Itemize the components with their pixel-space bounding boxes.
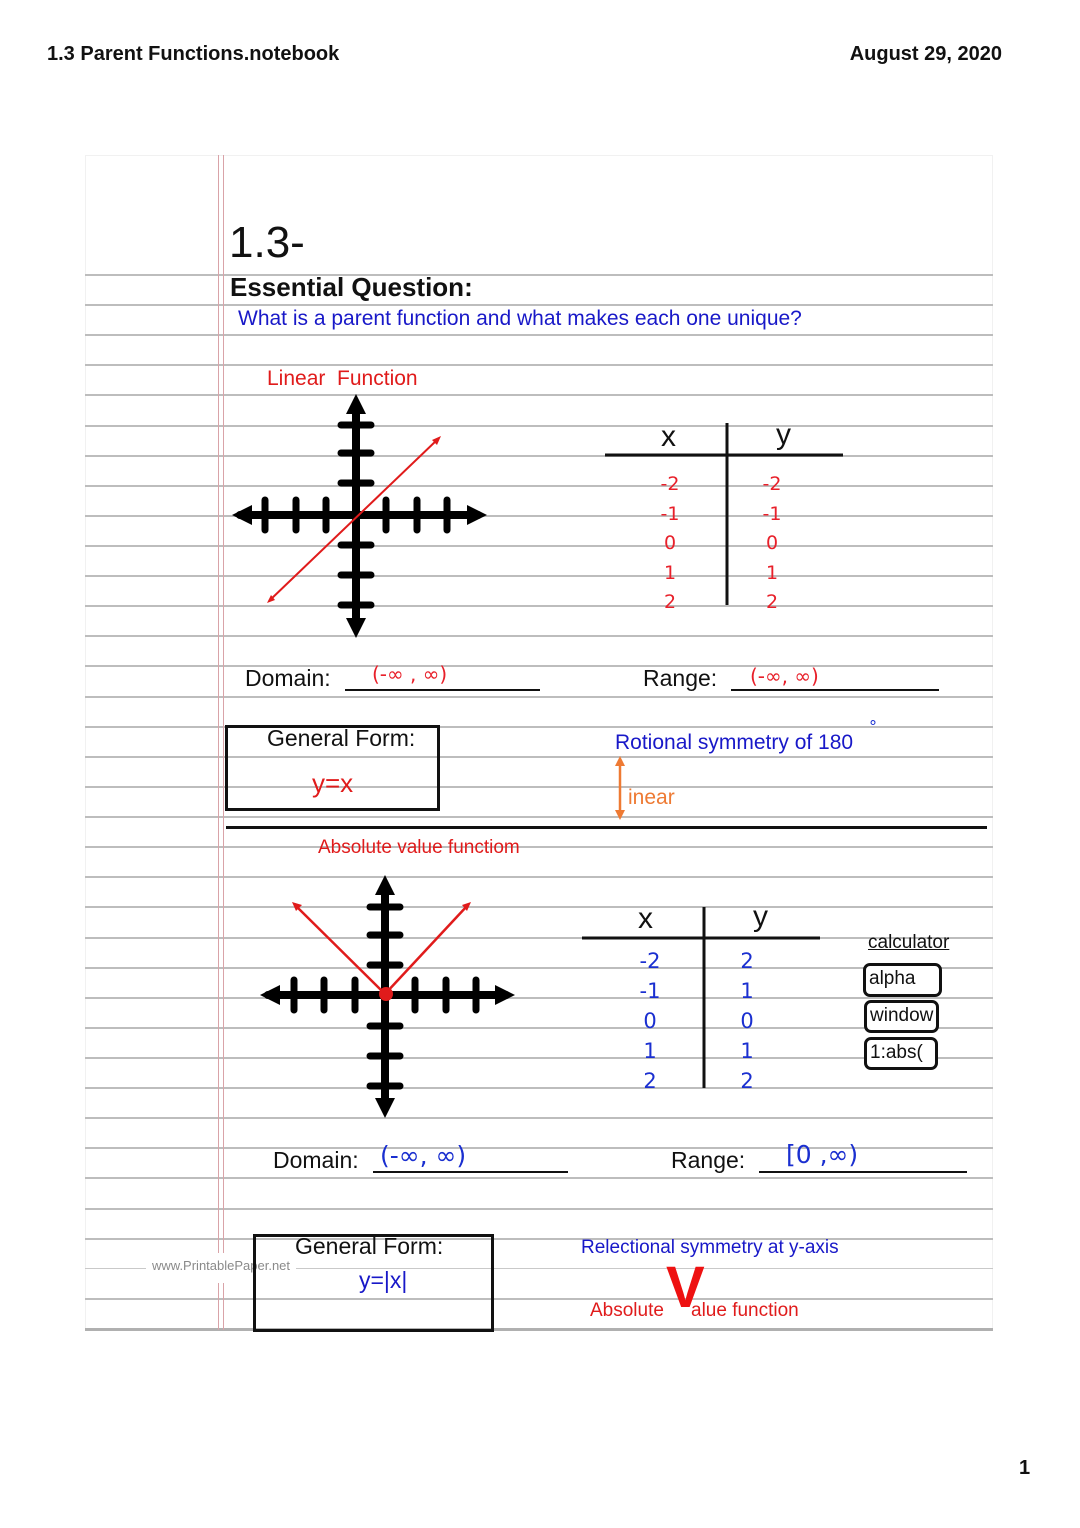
essential-question-label: Essential Question: bbox=[230, 272, 473, 302]
linear-general-form-label: General Form: bbox=[267, 725, 416, 751]
absolute-mnemonic-prefix: Absolute bbox=[590, 1300, 670, 1321]
table-cell: 0 bbox=[740, 1009, 754, 1033]
linear-range-label: Range: bbox=[643, 665, 718, 691]
calculator-key-alpha: alpha bbox=[863, 963, 942, 997]
absolute-symmetry-note: Relectional symmetry at y-axis bbox=[581, 1237, 839, 1258]
table-cell: 0 bbox=[765, 532, 779, 554]
calculator-key-window: window bbox=[864, 1000, 939, 1033]
linear-table-header-x: x bbox=[661, 420, 676, 453]
calculator-label: calculator bbox=[868, 932, 950, 953]
absolute-general-form-label: General Form: bbox=[295, 1233, 444, 1259]
essential-question: What is a parent function and what makes each one unique? bbox=[238, 307, 802, 330]
table-cell: 2 bbox=[643, 1069, 657, 1093]
table-cell: 1 bbox=[765, 561, 779, 584]
absolute-domain-value: (-∞, ∞) bbox=[380, 1141, 467, 1170]
lesson-number: 1.3- bbox=[229, 218, 305, 267]
calculator-key-abs: 1:abs( bbox=[864, 1037, 938, 1070]
table-cell: 1 bbox=[740, 979, 754, 1003]
absolute-range-blank bbox=[759, 1171, 967, 1173]
table-cell: 2 bbox=[740, 949, 754, 973]
absolute-range-label: Range: bbox=[671, 1147, 746, 1173]
absolute-domain-label: Domain: bbox=[273, 1147, 359, 1173]
notebook-date: August 29, 2020 bbox=[849, 43, 1002, 65]
linear-domain-label: Domain: bbox=[245, 665, 331, 691]
table-cell: 0 bbox=[643, 1009, 657, 1033]
table-cell: -1 bbox=[639, 979, 661, 1003]
absolute-table-header-x: x bbox=[638, 902, 653, 935]
linear-general-form: y=x bbox=[312, 768, 354, 798]
linear-symmetry-note: Rotional symmetry of 180 bbox=[615, 731, 854, 754]
absolute-general-form: y=|x| bbox=[359, 1267, 408, 1293]
notebook-title: 1.3 Parent Functions.notebook bbox=[47, 43, 340, 65]
table-cell: 1 bbox=[663, 561, 677, 584]
absolute-mnemonic-suffix: alue function bbox=[691, 1300, 799, 1321]
linear-function-title: Linear Function bbox=[267, 367, 418, 390]
table-cell: 1 bbox=[740, 1039, 754, 1063]
absolute-domain-blank bbox=[373, 1171, 568, 1173]
absolute-table-x-column bbox=[632, 946, 668, 1096]
linear-table-header-y: y bbox=[776, 418, 791, 451]
absolute-table-header-y: y bbox=[753, 900, 768, 933]
table-cell: 2 bbox=[740, 1069, 754, 1093]
absolute-function-title: Absolute value functiom bbox=[318, 837, 520, 858]
table-cell: -2 bbox=[660, 473, 680, 495]
table-cell: -1 bbox=[660, 502, 680, 525]
table-cell: -1 bbox=[762, 502, 782, 525]
table-cell: -2 bbox=[762, 473, 782, 495]
degree-symbol: ° bbox=[869, 717, 877, 736]
table-cell: -2 bbox=[639, 949, 661, 973]
linear-domain-value: (-∞ , ∞) bbox=[372, 662, 448, 686]
table-cell: 2 bbox=[663, 591, 677, 613]
table-cell: 1 bbox=[643, 1039, 657, 1063]
absolute-table-y-column bbox=[729, 946, 765, 1096]
table-cell: 0 bbox=[663, 532, 677, 554]
watermark: www.PrintablePaper.net bbox=[146, 1258, 296, 1273]
absolute-range-value: [0 ,∞) bbox=[786, 1140, 859, 1169]
page-number: 1 bbox=[1019, 1457, 1031, 1479]
linear-mnemonic-text: inear bbox=[628, 786, 675, 809]
absolute-mnemonic-big-v: V bbox=[666, 1255, 705, 1320]
linear-range-value: (-∞, ∞) bbox=[750, 664, 819, 688]
table-cell: 2 bbox=[765, 591, 779, 613]
